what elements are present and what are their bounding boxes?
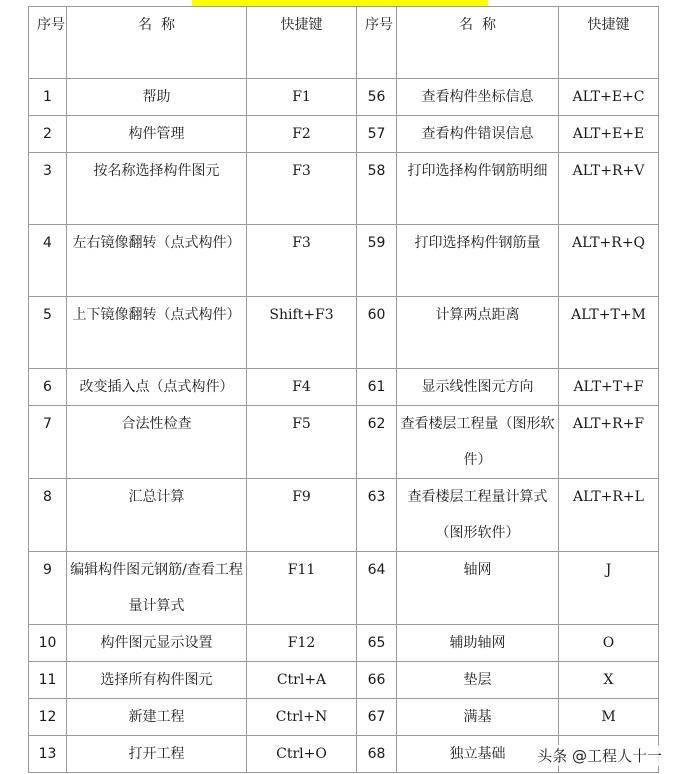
- command-name: 独立基础: [397, 736, 559, 773]
- row-number: 1: [29, 79, 67, 116]
- shortcut-key: Ctrl+A: [247, 662, 357, 699]
- command-name: 垫层: [397, 662, 559, 699]
- header-name: 名 称: [397, 7, 559, 79]
- row-number: 67: [357, 699, 397, 736]
- shortcut-key: F11: [247, 552, 357, 625]
- command-name: 辅助轴网: [397, 625, 559, 662]
- command-name: 编辑构件图元钢筋/查看工程量计算式: [67, 552, 247, 625]
- shortcut-key: ALT+E+C: [559, 79, 659, 116]
- row-number: 66: [357, 662, 397, 699]
- command-name: 查看楼层工程量（图形软件）: [397, 406, 559, 479]
- shortcut-key: F1: [247, 79, 357, 116]
- shortcut-key: F9: [247, 479, 357, 552]
- shortcut-key: M: [559, 699, 659, 736]
- table-row: [29, 79, 659, 116]
- command-name: 打印选择构件钢筋明细: [397, 153, 559, 225]
- row-number: 6: [29, 369, 67, 406]
- shortcut-key: F12: [247, 625, 357, 662]
- table-row: [29, 153, 659, 225]
- command-name: 帮助: [67, 79, 247, 116]
- row-number: 68: [357, 736, 397, 773]
- header-shortcut: 快捷键: [247, 7, 357, 79]
- shortcut-key: Ctrl+O: [247, 736, 357, 773]
- command-name: 打印选择构件钢筋量: [397, 225, 559, 297]
- command-name: 轴网: [397, 552, 559, 625]
- command-name: 查看构件错误信息: [397, 116, 559, 153]
- shortcut-key: F2: [247, 116, 357, 153]
- row-number: 10: [29, 625, 67, 662]
- row-number: 59: [357, 225, 397, 297]
- row-number: 2: [29, 116, 67, 153]
- shortcut-key: F4: [247, 369, 357, 406]
- command-name: 打开工程: [67, 736, 247, 773]
- shortcut-key: ALT+E+E: [559, 116, 659, 153]
- shortcut-key: ALT+T+F: [559, 369, 659, 406]
- table-row: [29, 225, 659, 297]
- command-name: 汇总计算: [67, 479, 247, 552]
- row-number: 9: [29, 552, 67, 625]
- row-number: 13: [29, 736, 67, 773]
- header-row: [29, 7, 659, 79]
- command-name: 计算两点距离: [397, 297, 559, 369]
- row-number: 3: [29, 153, 67, 225]
- row-number: 8: [29, 479, 67, 552]
- row-number: 56: [357, 79, 397, 116]
- table-row: [29, 699, 659, 736]
- shortcut-key: ALT+T+M: [559, 297, 659, 369]
- shortcut-key: Shift+F3: [247, 297, 357, 369]
- row-number: 60: [357, 297, 397, 369]
- table-row: [29, 406, 659, 479]
- command-name: 新建工程: [67, 699, 247, 736]
- row-number: 63: [357, 479, 397, 552]
- watermark: 头条 @工程人十一: [537, 747, 662, 765]
- shortcut-key: F3: [247, 225, 357, 297]
- shortcut-key: F5: [247, 406, 357, 479]
- command-name: 按名称选择构件图元: [67, 153, 247, 225]
- shortcut-key: X: [559, 662, 659, 699]
- shortcut-key: O: [559, 625, 659, 662]
- table-row: [29, 662, 659, 699]
- command-name: 构件图元显示设置: [67, 625, 247, 662]
- table-row: [29, 552, 659, 625]
- shortcut-key: ALT+R+L: [559, 479, 659, 552]
- shortcut-key: F3: [247, 153, 357, 225]
- row-number: 12: [29, 699, 67, 736]
- shortcut-key: Ctrl+N: [247, 699, 357, 736]
- table-row: [29, 116, 659, 153]
- command-name: 改变插入点（点式构件）: [67, 369, 247, 406]
- shortcut-key: ALT+R+V: [559, 153, 659, 225]
- row-number: 65: [357, 625, 397, 662]
- row-number: 62: [357, 406, 397, 479]
- shortcut-table: [28, 6, 659, 773]
- table-row: [29, 479, 659, 552]
- shortcut-key: ALT+R+Q: [559, 225, 659, 297]
- row-number: 7: [29, 406, 67, 479]
- table-row: [29, 369, 659, 406]
- header-number: 序号: [357, 7, 397, 79]
- command-name: 查看楼层工程量计算式（图形软件）: [397, 479, 559, 552]
- row-number: 11: [29, 662, 67, 699]
- row-number: 57: [357, 116, 397, 153]
- shortcut-key: J: [559, 552, 659, 625]
- header-number: 序号: [29, 7, 67, 79]
- command-name: 显示线性图元方向: [397, 369, 559, 406]
- table-row: [29, 297, 659, 369]
- header-shortcut: 快捷键: [559, 7, 659, 79]
- row-number: 5: [29, 297, 67, 369]
- command-name: 上下镜像翻转（点式构件）: [67, 297, 247, 369]
- header-name: 名 称: [67, 7, 247, 79]
- table-row: [29, 625, 659, 662]
- shortcut-key: ALT+R+F: [559, 406, 659, 479]
- row-number: 4: [29, 225, 67, 297]
- command-name: 满基: [397, 699, 559, 736]
- command-name: 构件管理: [67, 116, 247, 153]
- command-name: 选择所有构件图元: [67, 662, 247, 699]
- row-number: 58: [357, 153, 397, 225]
- command-name: 左右镜像翻转（点式构件）: [67, 225, 247, 297]
- command-name: 合法性检查: [67, 406, 247, 479]
- row-number: 61: [357, 369, 397, 406]
- row-number: 64: [357, 552, 397, 625]
- command-name: 查看构件坐标信息: [397, 79, 559, 116]
